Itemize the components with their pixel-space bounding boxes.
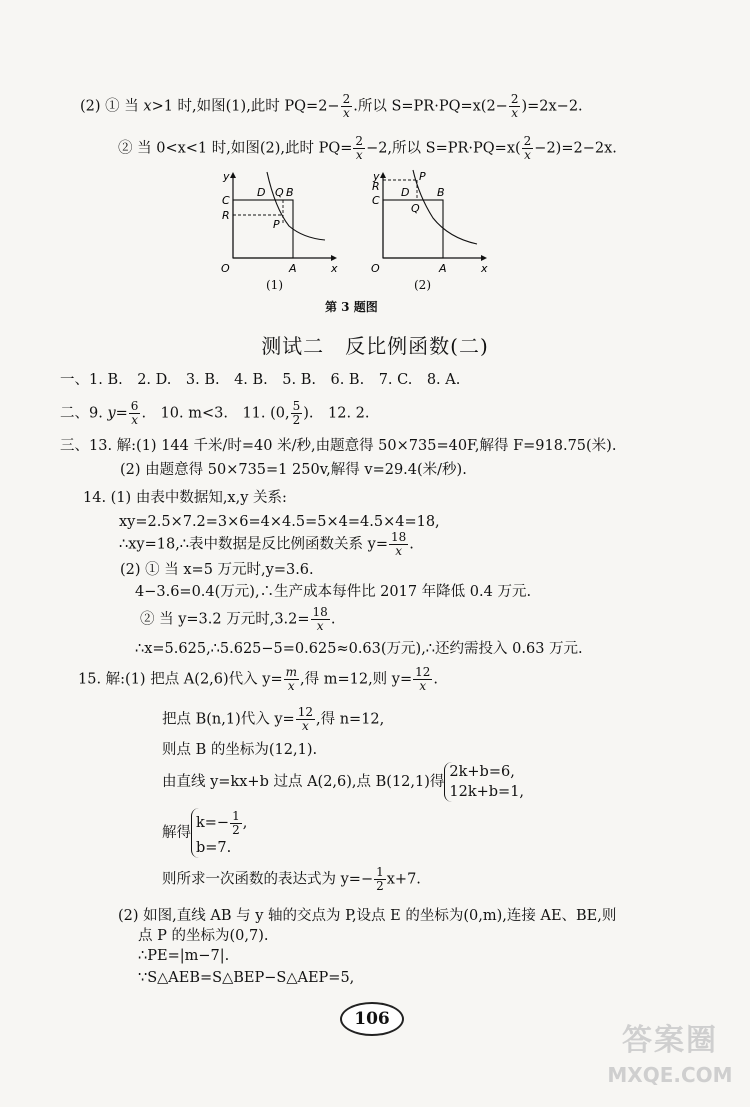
point-label-d: D	[257, 186, 266, 199]
fraction: $\frac{5}{2}$	[292, 399, 301, 427]
fraction: $\frac{18}{x}$	[312, 605, 328, 633]
fraction: $\frac{m}{x}$	[285, 665, 297, 693]
fraction: $\frac{12}{x}$	[415, 665, 431, 693]
figure-1-caption: (1)	[266, 278, 283, 292]
q14-line4: (2) ① 当 x=5 万元时,y=3.6.	[120, 562, 314, 578]
point-label-q: Q	[275, 186, 284, 199]
section-heading: 测试二 反比例函数(二)	[261, 334, 489, 358]
q13-line2: (2) 由题意得 50×735=1 250v,解得 v=29.4(米/秒).	[120, 462, 467, 478]
fraction: $\frac{2}{x}$	[355, 134, 364, 162]
q14-line2: xy=2.5×7.2=3×6=4×4.5=5×4=4.5×4=18,	[119, 514, 440, 530]
q15-line3: 则点 B 的坐标为(12,1).	[162, 742, 318, 758]
q15-line9: ∴PE=|m−7|.	[138, 948, 230, 964]
axis-label-x: x	[331, 262, 338, 275]
fraction: $\frac{18}{x}$	[390, 530, 407, 558]
point-label-c: C	[222, 194, 230, 207]
watermark-logo: 答案圈 MXQE.COM	[607, 1023, 733, 1087]
q15-line2: 把点 B(n,1)代入 y= $\frac{12}{x}$ ,得 n=12,	[162, 705, 385, 733]
origin-label: O	[371, 262, 380, 275]
point-label-r: R	[222, 209, 230, 222]
axis-label-y: y	[223, 170, 230, 183]
origin-label: O	[221, 262, 230, 275]
section1-answers: 一、1. B. 2. D. 3. B. 4. B. 5. B. 6. B. 7. C. 8. A.	[60, 372, 461, 388]
point-label-p: P	[419, 170, 426, 183]
point-label-q: Q	[411, 202, 420, 215]
figure-graphs	[205, 168, 505, 298]
q15-line6: 则所求一次函数的表达式为 y=− $\frac{1}{2}$ x+7.	[162, 865, 421, 893]
q15-line7: (2) 如图,直线 AB 与 y 轴的交点为 P,设点 E 的坐标为(0,m),连接 AE、BE,则	[118, 908, 617, 924]
part2-line2: ② 当 0<x<1 时,如图(2),此时 PQ= $\frac{2}{x}$ −2,所以 S=PR·PQ=x( $\frac{2}{x}$ −2)=2−2x.	[118, 134, 617, 162]
q14-line5: 4−3.6=0.4(万元),∴生产成本每件比 2017 年降低 0.4 万元.	[135, 584, 532, 600]
fraction: $\frac{2}{x}$	[523, 134, 532, 162]
point-label-p: P	[273, 218, 280, 231]
point-label-b: B	[286, 186, 294, 199]
point-label-a: A	[289, 262, 297, 275]
fraction: $\frac{12}{x}$	[297, 705, 313, 733]
figure-2	[371, 170, 488, 275]
section2-answers: 二、9. y= $\frac{6}{x}$ . 10. m<3. 11. (0, $\frac{5}{2}$ ). 12. 2.	[60, 399, 370, 427]
point-label-r: R	[372, 180, 380, 193]
q14-line6: ② 当 y=3.2 万元时,3.2= $\frac{18}{x}$ .	[140, 605, 336, 633]
figure-1	[221, 170, 338, 275]
figure-2-caption: (2)	[414, 278, 431, 292]
q15-line4: 由直线 y=kx+b 过点 A(2,6),点 B(12,1)得 2k+b=6, 12k+b=1,	[162, 764, 525, 800]
fraction: $\frac{2}{x}$	[510, 92, 519, 120]
q14-line1: 14. (1) 由表中数据知,x,y 关系:	[83, 490, 287, 506]
fraction: $\frac{2}{x}$	[342, 92, 351, 120]
part2-line1: (2) ① 当 x>1 时,如图(1),此时 PQ=2− $\frac{2}{x}$ .所以 S=PR·PQ=x(2− $\frac{2}{x}$ )=2x−2.	[80, 92, 583, 120]
page-number: 106	[340, 1002, 404, 1036]
q13-line1: 三、13. 解:(1) 144 千米/时=40 米/秒,由题意得 50×735=40F,解得 F=918.75(米).	[60, 438, 617, 454]
q15-line8: 点 P 的坐标为(0,7).	[138, 928, 269, 944]
q14-line7: ∴x=5.625,∴5.625−5=0.625≈0.63(万元),∴还约需投入 0.63 万元.	[135, 641, 583, 657]
equation-system: 2k+b=6, 12k+b=1,	[444, 762, 524, 802]
point-label-a: A	[439, 262, 447, 275]
q15-line1: 15. 解:(1) 把点 A(2,6)代入 y= $\frac{m}{x}$ ,得 m=12,则 y= $\frac{12}{x}$ .	[78, 665, 439, 693]
q14-line3: ∴xy=18,∴表中数据是反比例函数关系 y= $\frac{18}{x}$ .	[119, 530, 414, 558]
fraction: $\frac{1}{2}$	[376, 865, 384, 893]
q15-line5: 解得 k=− $\frac{1}{2}$ , b=7.	[162, 808, 248, 856]
figure-title: 第 3 题图	[325, 300, 378, 314]
point-label-d: D	[401, 186, 410, 199]
axis-label-x: x	[481, 262, 488, 275]
q15-line10: ∵S△AEB=S△BEP−S△AEP=5,	[138, 970, 355, 986]
point-label-b: B	[437, 186, 445, 199]
axis-label-y: y	[373, 170, 380, 183]
fraction: $\frac{6}{x}$	[130, 399, 139, 427]
point-label-c: C	[372, 194, 380, 207]
solution-system: k=− $\frac{1}{2}$ , b=7.	[191, 808, 247, 858]
